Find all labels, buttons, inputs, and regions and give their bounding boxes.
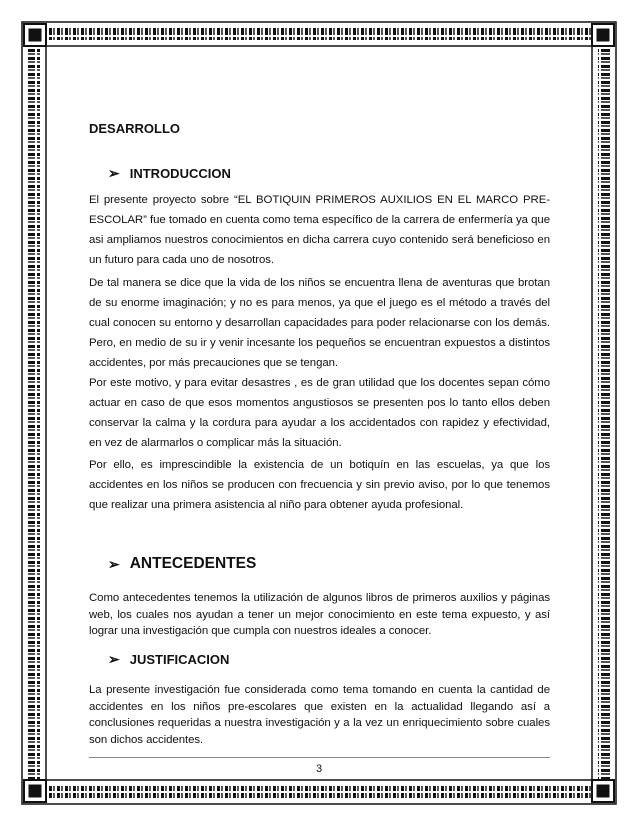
arrow-bullet-icon: ➢: [108, 651, 120, 667]
arrow-bullet-icon: ➢: [108, 555, 120, 572]
section-title: ANTECEDENTES: [129, 555, 257, 572]
section-title: JUSTIFICACION: [129, 652, 230, 667]
document-heading: DESARROLLO: [89, 121, 180, 136]
section-heading-introduccion: [108, 165, 231, 182]
footer-divider: [89, 757, 550, 758]
intro-paragraph-1: El presente proyecto sobre “EL BOTIQUIN PRIMEROS AUXILIOS EN EL MARCO PRE-ESCOLAR” fue tomado en cuenta como tema específico de la carrera de enfermería ya que asi ampliamos nuestros conocimientos en dicha carrera cuyo contenido será beneficioso en un futuro para cada uno de nosotros.: [89, 194, 550, 266]
intro-paragraph-4: Por ello, es imprescindible la existencia de un botiquín en las escuelas, ya que los accidentes en los niños se producen con frecuencia y sin previo aviso, por lo que tenemos que realizar una primera asistencia al niño para obtener ayuda profesional.: [89, 459, 550, 511]
antecedentes-paragraph: Como antecedentes tenemos la utilización de algunos libros de primeros auxilios y páginas web, los cuales nos ayudan a tener un mejor conocimiento en este tema expuesto, y así lograr una investigación que cumpla con nuestros ideales a conocer.: [89, 592, 550, 637]
arrow-bullet-icon: ➢: [108, 165, 120, 181]
justificacion-paragraph: La presente investigación fue considerada como tema tomando en cuenta la cantidad de accidentes en los niños pre-escolares que existen en la actualidad llegando así a conclusiones requeridas a nuestra investigación y a la vez un enriquecimiento sobre cuales son dichos accidentes.: [89, 684, 550, 746]
section-heading-justificacion: [108, 651, 229, 668]
section-title: INTRODUCCION: [129, 166, 231, 181]
section-heading-antecedentes: [108, 555, 256, 573]
intro-paragraph-2: De tal manera se dice que la vida de los niños se encuentra llena de aventuras que brotan de su enorme imaginación; y no es para menos, ya que el juego es el método a través del cual conocen su entorno y desarrollan capacidades para poder relacionarse con los demás. Pero, en medio de su ir y venir incesante los pequeños se encuentran expuestos a distintos accidentes, por más precauciones que se tengan.: [89, 277, 550, 369]
page-number: 3: [315, 763, 323, 775]
intro-paragraph-3: Por este motivo, y para evitar desastres , es de gran utilidad que los docentes sepan cómo actuar en caso de que esos momentos angustiosos se presenten pos lo tanto ellos deben conservar la calma y la cordura para ayudar a los accidentados con rapidez y efectividad, en vez de alarmarlos o complicar más la situación.: [89, 377, 550, 449]
